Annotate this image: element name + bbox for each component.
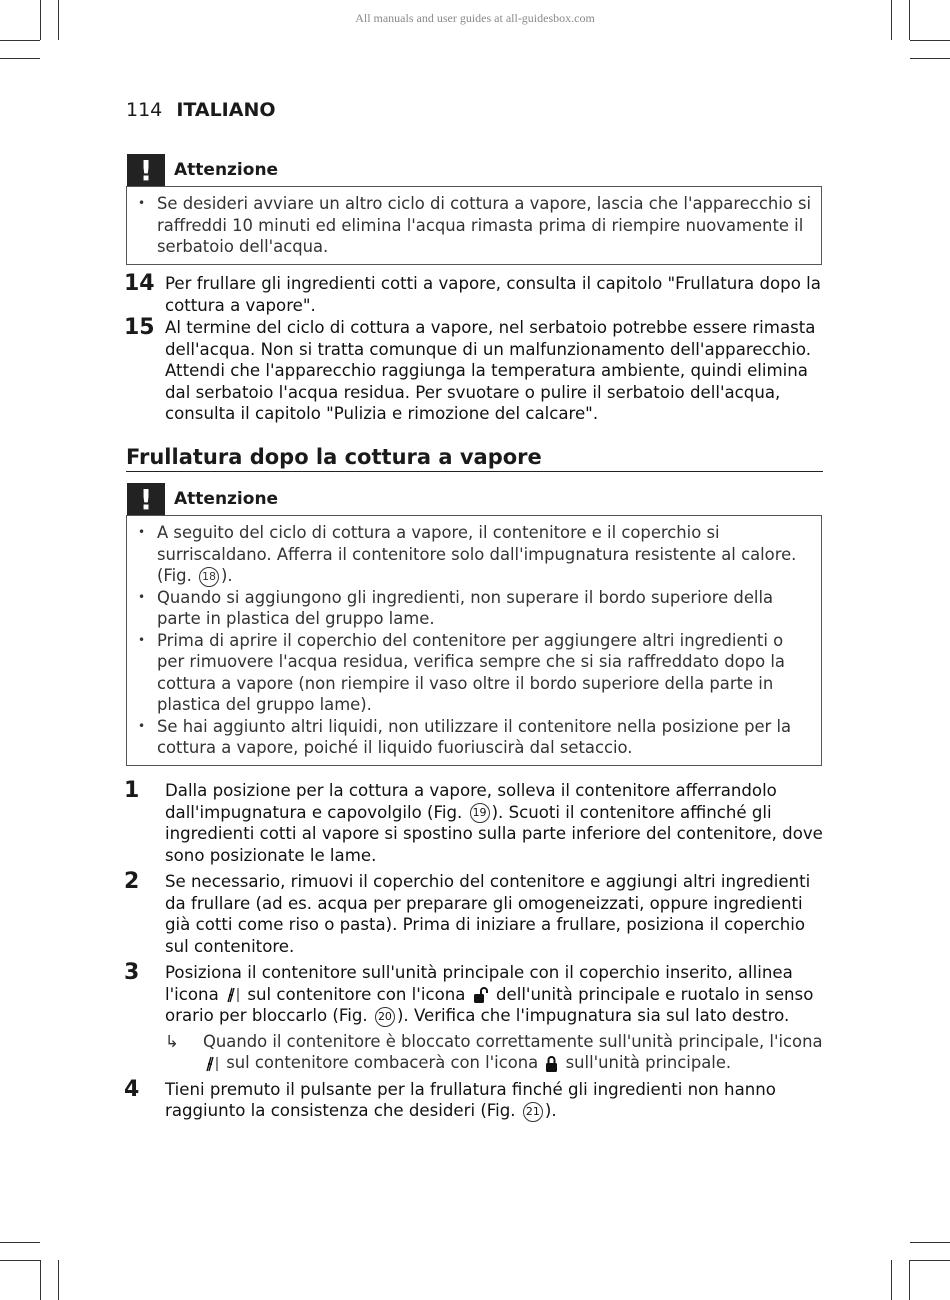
step-number: 3: [124, 960, 140, 985]
step-list: [124, 780, 824, 1122]
step-number: 1: [124, 778, 140, 803]
figure-ref: 20: [375, 1007, 395, 1027]
step-item: [124, 871, 824, 957]
lock-icon: [545, 1055, 558, 1073]
language-label: ITALIANO: [176, 99, 276, 121]
step-item: [124, 962, 824, 1027]
warning-header: [127, 154, 278, 186]
step-result: ↳ Quando il contenitore è bloccato correttamente sull'unità principale, l'icona sul contenitore combacerà con l'icona sull'unità principale.: [165, 1031, 823, 1072]
step-text: Tieni premuto il pulsante per la frullatura finché gli ingredienti non hanno raggiunto la consistenza che desideri (Fig. 21 ).: [165, 1079, 776, 1120]
warning-item: • A seguito del ciclo di cottura a vapore, il contenitore e il coperchio si surriscaldano. Afferra il contenitore solo dall'impugnatura resistente al calore. (Fig. 18 ).: [127, 522, 813, 587]
step-text: Posiziona il contenitore sull'unità principale con il coperchio inserito, allinea l'icona sul contenitore con l'icona dell'unità principale e ruotalo in senso orario per bloccarlo (Fig. 20 ). Verifica che l'impugnatura sia sul lato destro.: [165, 963, 814, 1025]
warning-item: • Prima di aprire il coperchio del contenitore per aggiungere altri ingredienti o per rimuovere l'acqua residua, verifica sempre che si sia raffreddato dopo la cottura a vapore (non riempire il vaso oltre il bordo superiore della parte in plastica del gruppo lame).: [127, 630, 813, 716]
step-item: [124, 780, 824, 866]
step-number: 2: [124, 869, 140, 894]
figure-ref: 21: [523, 1102, 543, 1122]
step-item: [124, 317, 824, 425]
step-item: [124, 273, 824, 316]
watermark: All manuals and user guides at all-guidesbox.com: [355, 11, 595, 25]
unlock-icon: [473, 986, 489, 1004]
step-item: [124, 1076, 824, 1122]
warning-title: Attenzione: [174, 160, 279, 180]
page-number: 114: [126, 99, 163, 121]
step-text: Al termine del ciclo di cottura a vapore, nel serbatoio potrebbe essere rimasta dell'acqua. Non si tratta comunque di un malfunzionamento dell'apparecchio. Attendi che l'apparecchio raggiunga la temperatura ambiente, quindi elimina dal serbatoio l'acqua residua. Per svuotare o pulire il serbatoio dell'acqua, consulta il capitolo "Pulizia e rimozione del calcare".: [165, 318, 816, 423]
step-text: Per frullare gli ingredienti cotti a vapore, consulta il capitolo "Frullatura dopo la cottura a vapore".: [165, 274, 821, 315]
warning-header: [127, 483, 278, 515]
warning-item: • Se hai aggiunto altri liquidi, non utilizzare il contenitore nella posizione per la cottura a vapore, poiché il liquido fuoriuscirà dal setaccio.: [127, 716, 813, 759]
warning-box: [126, 186, 822, 265]
page-header: [126, 99, 276, 121]
warning-item: • Se desideri avviare un altro ciclo di cottura a vapore, lascia che l'apparecchio si raffreddi 10 minuti ed elimina l'acqua rimasta prima di riempire nuovamente il serbatoio dell'acqua.: [127, 193, 813, 258]
step-text: Dalla posizione per la cottura a vapore, solleva il contenitore afferrandolo dall'impugnatura e capovolgilo (Fig. 19 ). Scuoti il contenitore affinché gli ingredienti cotti al vapore si spostino sulla parte inferiore del contenitore, dove sono posizionate le lame.: [165, 781, 823, 865]
warning-box: [126, 515, 822, 766]
result-arrow-icon: ↳: [165, 1031, 179, 1051]
figure-ref: 18: [199, 567, 219, 587]
step-list: [124, 273, 824, 425]
warning-item: • Quando si aggiungono gli ingredienti, non superare il bordo superiore della parte in plastica del gruppo lame.: [127, 587, 813, 630]
container-align-icon: [205, 1055, 219, 1073]
step-number: 15: [124, 315, 155, 340]
step-number: 4: [124, 1076, 140, 1102]
step-number: 14: [124, 271, 155, 296]
step-text: Se necessario, rimuovi il coperchio del contenitore e aggiungi altri ingredienti da frullare (ad es. acqua per preparare gli omogeneizzati, oppure ingredienti già cotti come riso o pasta). Prima di iniziare a frullare, posiziona il coperchio sul contenitore.: [165, 872, 811, 956]
warning-title: Attenzione: [174, 489, 279, 509]
exclamation-icon: !: [127, 483, 165, 515]
figure-ref: 19: [470, 803, 490, 823]
container-align-icon: [226, 986, 240, 1004]
exclamation-icon: !: [127, 154, 165, 186]
section-title: Frullatura dopo la cottura a vapore: [126, 445, 823, 472]
